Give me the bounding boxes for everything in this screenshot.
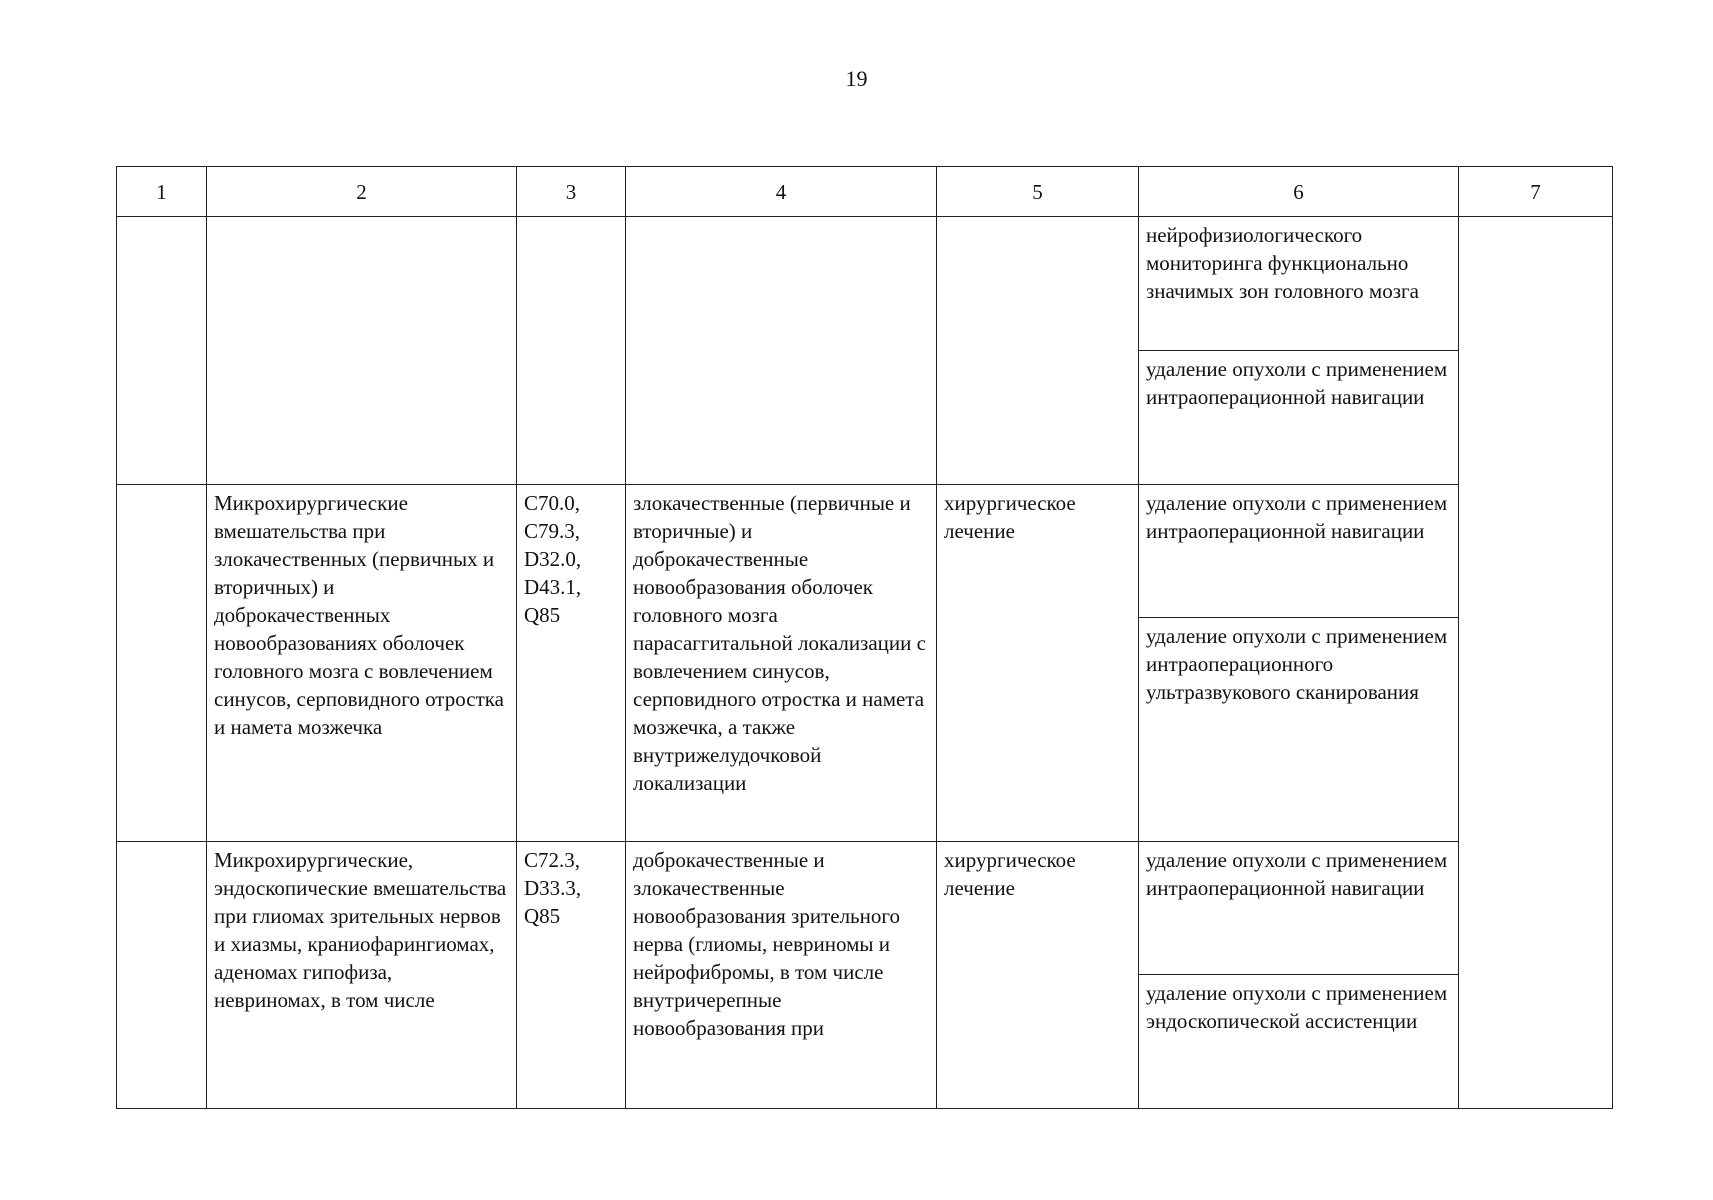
row1-col2 [207, 217, 517, 485]
row3-col6-method-a: удаление опухоли с применением интраоперационной навигации [1139, 842, 1459, 975]
row3-model: доброкачественные и злокачественные новообразования зрительного нерва (глиомы, невриномы и нейрофибромы, в том числе внутричерепные новообразования при [626, 842, 937, 1109]
row2-codes: C70.0, C79.3, D32.0, D43.1, Q85 [517, 485, 626, 842]
header-cell-5: 5 [937, 167, 1139, 217]
row1-col4 [626, 217, 937, 485]
header-cell-3: 3 [517, 167, 626, 217]
row2-col6-method-b: удаление опухоли с применением интраоперационного ультразвукового сканирования [1139, 618, 1459, 842]
row2-col1 [117, 485, 207, 842]
row1-col3 [517, 217, 626, 485]
row1-col5 [937, 217, 1139, 485]
header-cell-6: 6 [1139, 167, 1459, 217]
row2-treatment: хирургическое лечение [937, 485, 1139, 842]
row3-col1 [117, 842, 207, 1109]
row2-col6-method-a: удаление опухоли с применением интраоперационной навигации [1139, 485, 1459, 618]
row3-codes: C72.3, D33.3, Q85 [517, 842, 626, 1109]
header-cell-1: 1 [117, 167, 207, 217]
row1-col1 [117, 217, 207, 485]
row3-intervention: Микрохирургические, эндоскопические вмешательства при глиомах зрительных нервов и хиазмы, краниофарингиомах, аденомах гипофиза, невриномах, в том числе [207, 842, 517, 1109]
table-row [117, 485, 1613, 618]
header-cell-2: 2 [207, 167, 517, 217]
row1-col6-method-a: нейрофизиологического мониторинга функционально значимых зон головного мозга [1139, 217, 1459, 351]
row1-col6-method-b: удаление опухоли с применением интраоперационной навигации [1139, 351, 1459, 485]
row2-intervention: Микрохирургические вмешательства при злокачественных (первичных и вторичных) и доброкачественных новообразованиях оболочек головного мозга с вовлечением синусов, серповидного отростка и намета мозжечка [207, 485, 517, 842]
table-row [117, 842, 1613, 975]
page-number: 19 [845, 66, 868, 91]
header-cell-4: 4 [626, 167, 937, 217]
header-row [117, 167, 1613, 217]
table-row [117, 217, 1613, 351]
row3-col6-method-b: удаление опухоли с применением эндоскопической ассистенции [1139, 975, 1459, 1109]
procedures-table [116, 166, 1613, 1109]
header-cell-7: 7 [1459, 167, 1613, 217]
col7-cell [1459, 217, 1613, 1109]
row3-treatment: хирургическое лечение [937, 842, 1139, 1109]
row2-model: злокачественные (первичные и вторичные) и доброкачественные новообразования оболочек головного мозга парасаггитальной локализации с вовлечением синусов, серповидного отростка и намета мозжечка, а также внутрижелудочковой локализации [626, 485, 937, 842]
